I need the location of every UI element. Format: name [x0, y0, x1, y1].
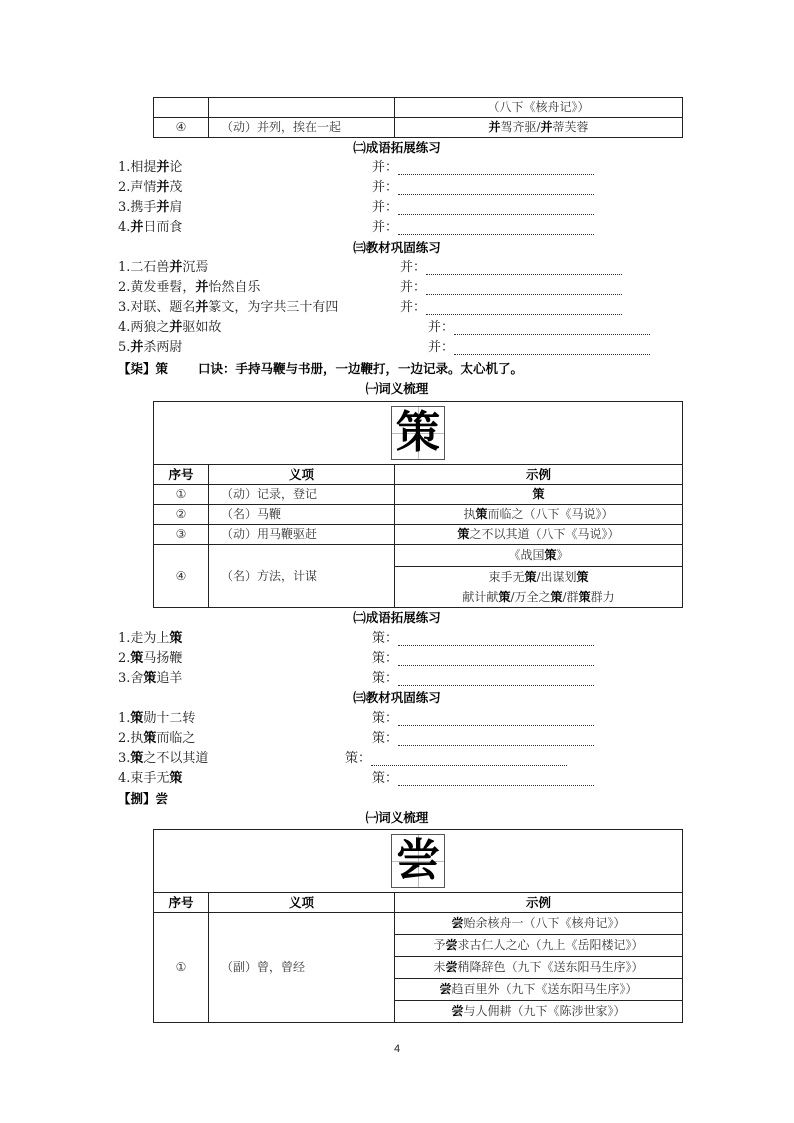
section-heading: ㈠词义梳理: [365, 810, 429, 825]
answer-blank[interactable]: [426, 294, 622, 295]
example-cell: （八下《核舟记》）: [395, 98, 683, 118]
row-number: ④: [154, 545, 209, 608]
practice-item: 4.两狼之并驱如故: [118, 320, 222, 335]
column-header: 义项: [209, 893, 395, 913]
chang-meaning-table: [153, 829, 683, 1023]
answer-blank[interactable]: [398, 725, 594, 726]
section-heading: ㈢教材巩固练习: [353, 690, 441, 705]
answer-blank[interactable]: [398, 194, 594, 195]
practice-item: 1.二石兽并沉焉: [118, 260, 209, 275]
meaning-cell: （副）曾，曾经: [209, 913, 395, 1023]
answer-label: 并：: [400, 300, 427, 315]
char-display-cell: [154, 402, 683, 465]
example-cell: 束手无策/出谋划策: [395, 567, 683, 589]
answer-label: 并：: [400, 280, 427, 295]
practice-item: 4.束手无策: [118, 771, 183, 786]
practice-item: 3.舍策追羊: [118, 671, 183, 686]
answer-label: 并：: [400, 260, 427, 275]
example-cell: 尝贻余核舟一（八下《核舟记》）: [395, 913, 683, 935]
answer-label: 策：: [372, 731, 399, 746]
entry-title: 【柒】策 口诀：手持马鞭与书册，一边鞭打，一边记录。太心机了。: [118, 361, 524, 376]
practice-item: 3.策之不以其道: [118, 751, 209, 766]
answer-label: 并：: [372, 220, 399, 235]
answer-blank[interactable]: [398, 745, 594, 746]
table-cell: [154, 98, 209, 118]
page-number: 4: [393, 1043, 401, 1055]
answer-label: 并：: [372, 160, 399, 175]
meaning-cell: （动）记录，登记: [209, 485, 395, 505]
ce-character-box: 策: [391, 406, 445, 460]
bing-meaning-table-tail: [153, 97, 683, 138]
practice-item: 2.黄发垂髫，并怡然自乐: [118, 280, 261, 295]
row-number: ③: [154, 525, 209, 545]
practice-item: 2.执策而临之: [118, 731, 196, 746]
answer-label: 策：: [372, 651, 399, 666]
ce-meaning-table: [153, 401, 683, 608]
column-header: 示例: [395, 465, 683, 485]
entry-title: 【捌】尝: [118, 791, 169, 806]
example-cell: 尝与人佣耕（九下《陈涉世家》）: [395, 1001, 683, 1023]
chang-character-box: 尝: [391, 834, 445, 888]
practice-item: 3.携手并肩: [118, 200, 183, 215]
row-number: ④: [154, 118, 209, 138]
row-number: ①: [154, 913, 209, 1023]
mnemonic: 口诀：手持马鞭与书册，一边鞭打，一边记录。太心机了。: [198, 361, 524, 376]
practice-item: 5.并杀两尉: [118, 340, 183, 355]
example-cell: 未尝稍降辞色（九下《送东阳马生序》）: [395, 957, 683, 979]
char-display-cell: [154, 830, 683, 893]
answer-blank[interactable]: [398, 665, 594, 666]
meaning-cell: （名）马鞭: [209, 505, 395, 525]
answer-blank[interactable]: [398, 174, 594, 175]
practice-item: 1.策勋十二转: [118, 711, 196, 726]
column-header: 序号: [154, 893, 209, 913]
answer-blank[interactable]: [454, 354, 650, 355]
example-cell: 并驾齐驱/并蒂芙蓉: [395, 118, 683, 138]
table-cell: [209, 98, 395, 118]
practice-item: 4.并日而食: [118, 220, 183, 235]
answer-label: 并：: [372, 180, 399, 195]
section-heading: ㈡成语拓展练习: [353, 140, 441, 155]
answer-blank[interactable]: [398, 785, 594, 786]
section-heading: ㈠词义梳理: [365, 381, 429, 396]
section-heading: ㈡成语拓展练习: [353, 610, 441, 625]
example-cell: 尝趋百里外（九下《送东阳马生序》）: [395, 979, 683, 1001]
practice-item: 2.声情并茂: [118, 180, 183, 195]
example-cell: 《战国策》: [395, 545, 683, 567]
meaning-cell: （动）并列，挨在一起: [209, 118, 395, 138]
practice-item: 1.相提并论: [118, 160, 183, 175]
row-number: ①: [154, 485, 209, 505]
section-heading: ㈢教材巩固练习: [353, 240, 441, 255]
example-cell: 予尝求古仁人之心（九上《岳阳楼记》）: [395, 935, 683, 957]
answer-label: 并：: [372, 200, 399, 215]
answer-blank[interactable]: [398, 645, 594, 646]
answer-label: 策：: [372, 771, 399, 786]
example-cell: 策: [395, 485, 683, 505]
answer-blank[interactable]: [371, 765, 567, 766]
answer-label: 策：: [372, 711, 399, 726]
example-cell: 献计献策/万全之策/群策群力: [395, 588, 683, 608]
answer-blank[interactable]: [426, 314, 622, 315]
answer-blank[interactable]: [398, 214, 594, 215]
answer-blank[interactable]: [426, 274, 622, 275]
row-number: ②: [154, 505, 209, 525]
example-cell: 策之不以其道（八下《马说》）: [395, 525, 683, 545]
meaning-cell: （动）用马鞭驱赶: [209, 525, 395, 545]
column-header: 示例: [395, 893, 683, 913]
answer-label: 并：: [428, 320, 455, 335]
answer-label: 策：: [372, 671, 399, 686]
practice-item: 1.走为上策: [118, 631, 183, 646]
meaning-cell: （名）方法，计谋: [209, 545, 395, 608]
answer-label: 策：: [372, 631, 399, 646]
column-header: 序号: [154, 465, 209, 485]
practice-item: 3.对联、题名并篆文，为字共三十有四: [118, 300, 339, 315]
answer-label: 策：: [345, 751, 372, 766]
answer-blank[interactable]: [398, 685, 594, 686]
answer-blank[interactable]: [398, 234, 594, 235]
example-cell: 执策而临之（八下《马说》）: [395, 505, 683, 525]
answer-blank[interactable]: [454, 334, 650, 335]
practice-item: 2.策马扬鞭: [118, 651, 183, 666]
column-header: 义项: [209, 465, 395, 485]
answer-label: 并：: [428, 340, 455, 355]
